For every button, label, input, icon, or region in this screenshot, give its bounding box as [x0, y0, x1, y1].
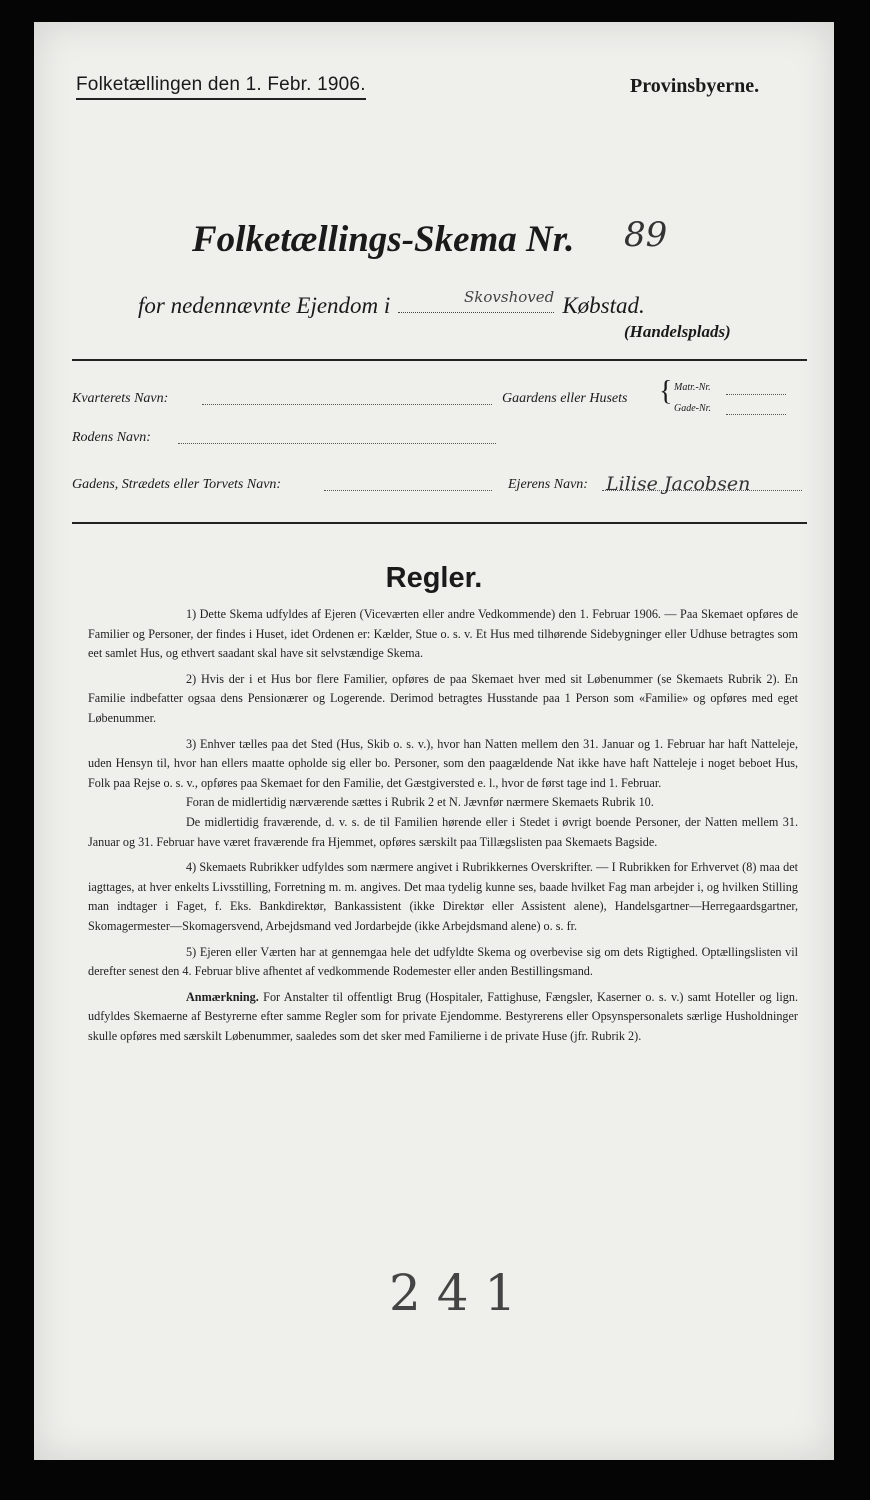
annotation-note: Anmærkning. For Anstalter til offentligt Brug (Hospitaler, Fattighuse, Fængsler, Kaserner o. s. v.) samt Hoteller og lign. udfyldes Skemaerne af Bestyrerne efter samme Regler som for private Ejendomme. Bestyrerens eller Opsynspersonalets særlige Husholdninger skulle opføres med særskilt Løbenummer, saaledes som det sker med Familierne i de private Huse (jfr. Rubrik 2).	[88, 989, 798, 1043]
rule-4: 4) Skemaets Rubrikker udfyldes som nærmere angivet i Rubrikkernes Overskrifter. — I Rubrikken for Erhvervet (8) maa det iagttages, at hver enkelts Livsstilling, Forretning m. m. angives. Det maa tydelig kunne ses, baade hvilket Fag man arbejder i, og hvilken Stilling man indtager i Faget, f. Eks. Bankdirektør, Bankassistent (ikke Direktør eller Assistent alene), Handelsgartner—Herregaardsgartner, Skomagermester—Skomagersvend, Arbejdsmand ved Jordarbejde (ikke Arbejdsmand alene) o. s. fr.	[88, 860, 799, 933]
form-title: Folketællings-Skema Nr.	[192, 219, 575, 260]
rule-3-present: Foran de midlertidig nærværende sættes i Rubrik 2 et N. Jævnfør nærmere Skemaets Rubrik 10.	[186, 795, 654, 810]
matr-nr-blank	[726, 394, 786, 395]
rule-2: 2) Hvis der i et Hus bor flere Familier, opføres de paa Skemaet hver med sit Løbenummer (se Skemaets Rubrik 2). En Familie indbefatter ogsaa dens Pensionærer og Logerende. Derimod betragtes Husstande paa 1 Person som «Familie» og opføres med eget Løbenummer.	[88, 671, 799, 725]
matr-nr-label: Matr.-Nr.	[674, 382, 711, 393]
subtitle-line	[138, 292, 645, 319]
subtitle-suffix: Købstad.	[562, 293, 645, 318]
street-name-label: Gadens, Strædets eller Torvets Navn:	[72, 477, 282, 492]
property-label: Gaardens eller Husets	[502, 391, 628, 406]
subtitle-note: (Handelsplads)	[624, 322, 731, 341]
owner-name-label: Ejerens Navn:	[508, 477, 588, 492]
rules-list	[88, 605, 798, 1052]
subtitle-prefix: for nedennævnte Ejendom i	[138, 293, 391, 318]
handwritten-form-number: 89	[624, 215, 668, 255]
street-name-blank	[324, 490, 492, 491]
rules-title: Regler.	[385, 562, 483, 594]
rule-3-absent: De midlertidig fraværende, d. v. s. de til Familien hørende eller i Stedet i øvrigt boende Personer, der Natten mellem 31. Januar og 31. Februar have været fraværende fra Hjemmet, opføres særskilt paa Tillægslisten paa Skemaets Bagside.	[88, 814, 798, 849]
district-name-blank	[178, 443, 496, 444]
census-date-header: Folketællingen den 1. Febr. 1906.	[76, 74, 366, 100]
rule-1: 1) Dette Skema udfyldes af Ejeren (Viceværten eller andre Vedkommende) den 1. Februar 1906. — Paa Skemaet opføres de Familier og Personer, der findes i Huset, idet Ordenen er: Kælder, Stue o. s. v. Et Hus med tilhørende Sidebygninger eller Udhuse betragtes som eet samlet Hus, og ethvert saadant skal have sit selvstændige Skema.	[88, 607, 798, 661]
quarter-name-blank	[202, 404, 492, 405]
rule-5: 5) Ejeren eller Værten har at gennemgaa hele det udfyldte Skema og overbevise sig om dets Rigtighed. Optællingslisten vil derefter senest den 4. Februar blive afhentet af vedkommende Rodemester eller anden Bestillingsmand.	[88, 944, 799, 979]
handwritten-page-number: 2 4 1	[389, 1264, 517, 1322]
rule-3: 3) Enhver tælles paa det Sted (Hus, Skib o. s. v.), hvor han Natten mellem den 31. Januar og 1. Februar har haft Natteleje, uden Hensyn til, hvor han ellers maatte opholde sig eller bo. Personer, som den paagældende Nat ikke have haft Natteleje i noget beboet Hus, Folk paa Rejse o. s. v., opføres paa Skemaet for den Familie, det Gæstgiversted e. l., hvor de først tage ind 1. Februar.	[88, 736, 799, 790]
brace-icon: {	[659, 376, 673, 407]
quarter-name-label: Kvarterets Navn:	[72, 391, 169, 406]
region-header: Provinsbyerne.	[630, 75, 760, 97]
top-divider	[72, 359, 807, 361]
fields-divider	[72, 522, 807, 524]
handwritten-owner-name: Lilise Jacobsen	[606, 473, 751, 495]
form-page	[34, 22, 834, 1460]
handwritten-town: Skovshoved	[464, 288, 555, 306]
gade-nr-blank	[726, 414, 786, 415]
gade-nr-label: Gade-Nr.	[674, 403, 711, 414]
district-name-label: Rodens Navn:	[72, 430, 151, 445]
